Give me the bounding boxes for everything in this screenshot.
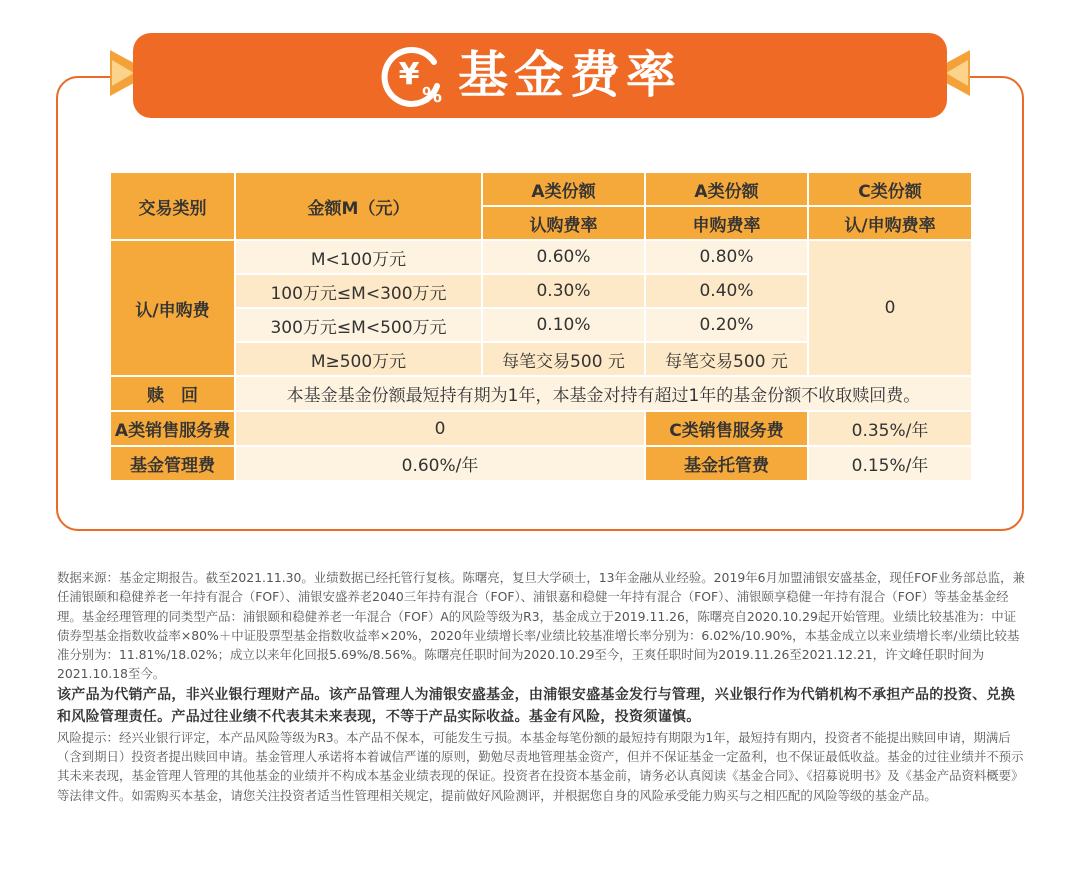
management-fee-value: 0.60%/年 [236,447,644,480]
amount-cell: M≥500万元 [236,343,481,375]
svg-text:¥: ¥ [398,57,420,92]
c-sales-fee-label: C类销售服务费 [646,412,807,445]
header-c-top: C类份额 [809,173,971,205]
header-transaction-type: 交易类别 [111,173,234,239]
redemption-label: 赎 回 [111,377,234,410]
yuan-percent-icon [380,42,446,108]
a-subscription-rate-cell: 0.10% [483,309,644,341]
fee-table [109,171,973,482]
amount-cell: 300万元≤M<500万元 [236,309,481,341]
amount-cell: 100万元≤M<300万元 [236,275,481,307]
c-sales-fee-value: 0.35%/年 [809,412,971,445]
management-fee-label: 基金管理费 [111,447,234,480]
a-subscription-rate-cell: 0.60% [483,241,644,273]
risk-warning: 风险提示：经兴业银行评定，本产品风险等级为R3。本产品不保本，可能发生亏损。本基金每笔份额的最短持有期限为1年，最短持有期内，投资者不能提出赎回申请，期满后（含到期日）投资者提出赎回申请。基金管理人承诺将本着诚信严谨的原则，勤勉尽责地管理基金资产，但并不保证基金一定盈利，也不保证最低收益。基金的过往业绩并不预示其未来表现，基金管理人管理的其他基金的业绩并不构成本基金业绩表现的保证。投资者在投资本基金前，请务必认真阅读《基金合同》、《招募说明书》及《基金产品资料概要》等法律文件。如需购买本基金，请您关注投资者适当性管理相关规定，提前做好风险测评，并根据您自身的风险承受能力购买与之相匹配的风险等级的基金产品。 [57,729,1024,803]
a-purchase-rate-cell: 0.40% [646,275,807,307]
amount-cell: M<100万元 [236,241,481,273]
a-purchase-rate-cell: 0.80% [646,241,807,273]
page-title: 基金费率 [458,46,682,104]
header-a-purchase-rate: 申购费率 [646,207,807,239]
c-fee-cell: 0 [809,241,971,375]
header-a-subscription-rate: 认购费率 [483,207,644,239]
a-purchase-rate-cell: 0.20% [646,309,807,341]
a-subscription-rate-cell: 0.30% [483,275,644,307]
a-sales-fee-value: 0 [236,412,644,445]
header-a-subscription-top: A类份额 [483,173,644,205]
custody-fee-label: 基金托管费 [646,447,807,480]
a-subscription-rate-cell: 每笔交易500 元 [483,343,644,375]
header-a-purchase-top: A类份额 [646,173,807,205]
svg-text:%: % [421,83,443,107]
subscription-fee-label: 认/申购费 [111,241,234,375]
header-c-rate: 认/申购费率 [809,207,971,239]
data-source-note: 数据来源：基金定期报告。截至2021.11.30。业绩数据已经托管行复核。陈曙亮，复旦大学硕士，13年金融从业经验。2019年6月加盟浦银安盛基金，现任FOF业务部总监，兼任浦银颐和稳健养老一年持有混合（FOF）、浦银安盛养老2040三年持有混合（FOF）、浦银嘉和稳健一年持有混合（FOF）、浦银颐享稳健一年持有混合（FOF）等基金基金经理。基金经理管理的同类型产品：浦银颐和稳健养老一年混合（FOF）A的风险等级为R3，基金成立于2019.11.26，陈曙亮自2020.10.29起开始管理。业绩比较基准为：中证债券型基金指数收益率×80%＋中证股票型基金指数收益率×20%，2020年业绩增长率/业绩比较基准增长率分别为：6.02%/10.90%，本基金成立以来业绩增长率/业绩比较基准分别为：11.81%/18.02%；成立以来年化回报5.69%/8.56%。陈曙亮任职时间为2020.10.29至今，王爽任职时间为2019.11.26至2021.12.21，许文峰任职时间为2021.10.18至今。 [57,570,1025,682]
a-sales-fee-label: A类销售服务费 [111,412,234,445]
header-amount: 金额M（元） [236,173,481,239]
a-purchase-rate-cell: 每笔交易500 元 [646,343,807,375]
distribution-disclaimer: 该产品为代销产品，非兴业银行理财产品。该产品管理人为浦银安盛基金，由浦银安盛基金发行与管理，兴业银行作为代销机构不承担产品的投资、兑换和风险管理责任。产品过往业绩不代表其未来表现，不等于产品实际收益。基金有风险，投资须谨慎。 [57,686,1016,725]
footnotes [57,568,1027,805]
redemption-text: 本基金基金份额最短持有期为1年，本基金对持有超过1年的基金份额不收取赎回费。 [236,377,971,410]
custody-fee-value: 0.15%/年 [809,447,971,480]
